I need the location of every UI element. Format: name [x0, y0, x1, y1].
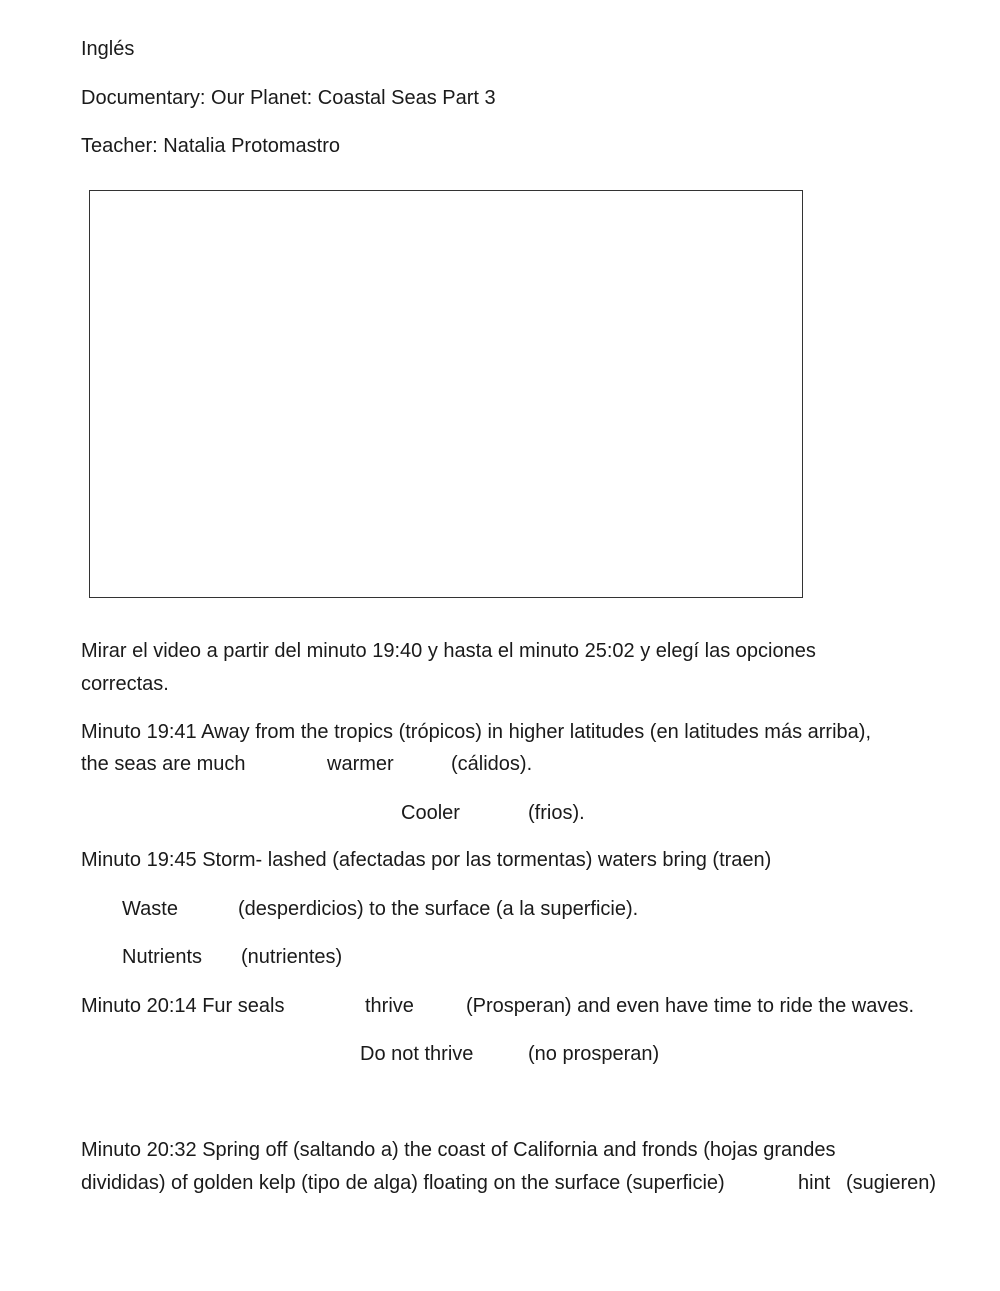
q4-option-hint-gloss: (sugieren): [846, 1172, 937, 1194]
subject-line: Inglés: [81, 38, 135, 60]
teacher-line: Teacher: Natalia Protomastro: [81, 135, 341, 157]
q1-option-warmer[interactable]: warmer: [327, 753, 394, 775]
documentary-title: Documentary: Our Planet: Coastal Seas Part 3: [81, 87, 496, 109]
q1-prefix: the seas are much: [81, 753, 246, 775]
q1-option-cooler[interactable]: Cooler: [401, 802, 460, 824]
instructions-line-1: Mirar el video a partir del minuto 19:40 y hasta el minuto 25:02 y elegí las opciones: [81, 640, 816, 662]
q2-option-nutrients-gloss: (nutrientes): [241, 946, 343, 968]
q3-option-do-not-thrive[interactable]: Do not thrive: [360, 1043, 474, 1065]
q2-option-nutrients[interactable]: Nutrients: [122, 946, 203, 968]
q4-option-hint[interactable]: hint: [798, 1172, 831, 1194]
embedded-video-frame[interactable]: [89, 190, 803, 598]
q2-option-waste[interactable]: Waste: [122, 898, 178, 920]
q1-option-cooler-gloss: (frios).: [528, 802, 585, 824]
q3-option-thrive[interactable]: thrive: [365, 995, 414, 1017]
q4-line-1: Minuto 20:32 Spring off (saltando a) the coast of California and fronds (hojas grandes: [81, 1139, 836, 1161]
q3-prefix: Minuto 20:14 Fur seals: [81, 995, 285, 1017]
q4-line-2: divididas) of golden kelp (tipo de alga) floating on the surface (superficie): [81, 1172, 725, 1194]
q2-option-waste-rest: (desperdicios) to the surface (a la superficie).: [238, 898, 639, 920]
q3-option-do-not-thrive-gloss: (no prosperan): [528, 1043, 660, 1065]
q2-line-1: Minuto 19:45 Storm- lashed (afectadas por las tormentas) waters bring (traen): [81, 849, 772, 871]
q1-line-1: Minuto 19:41 Away from the tropics (trópicos) in higher latitudes (en latitudes más arriba),: [81, 721, 871, 743]
q3-option-thrive-rest: (Prosperan) and even have time to ride the waves.: [466, 995, 915, 1017]
q1-option-warmer-gloss: (cálidos).: [451, 753, 533, 775]
instructions-line-2: correctas.: [81, 673, 169, 695]
